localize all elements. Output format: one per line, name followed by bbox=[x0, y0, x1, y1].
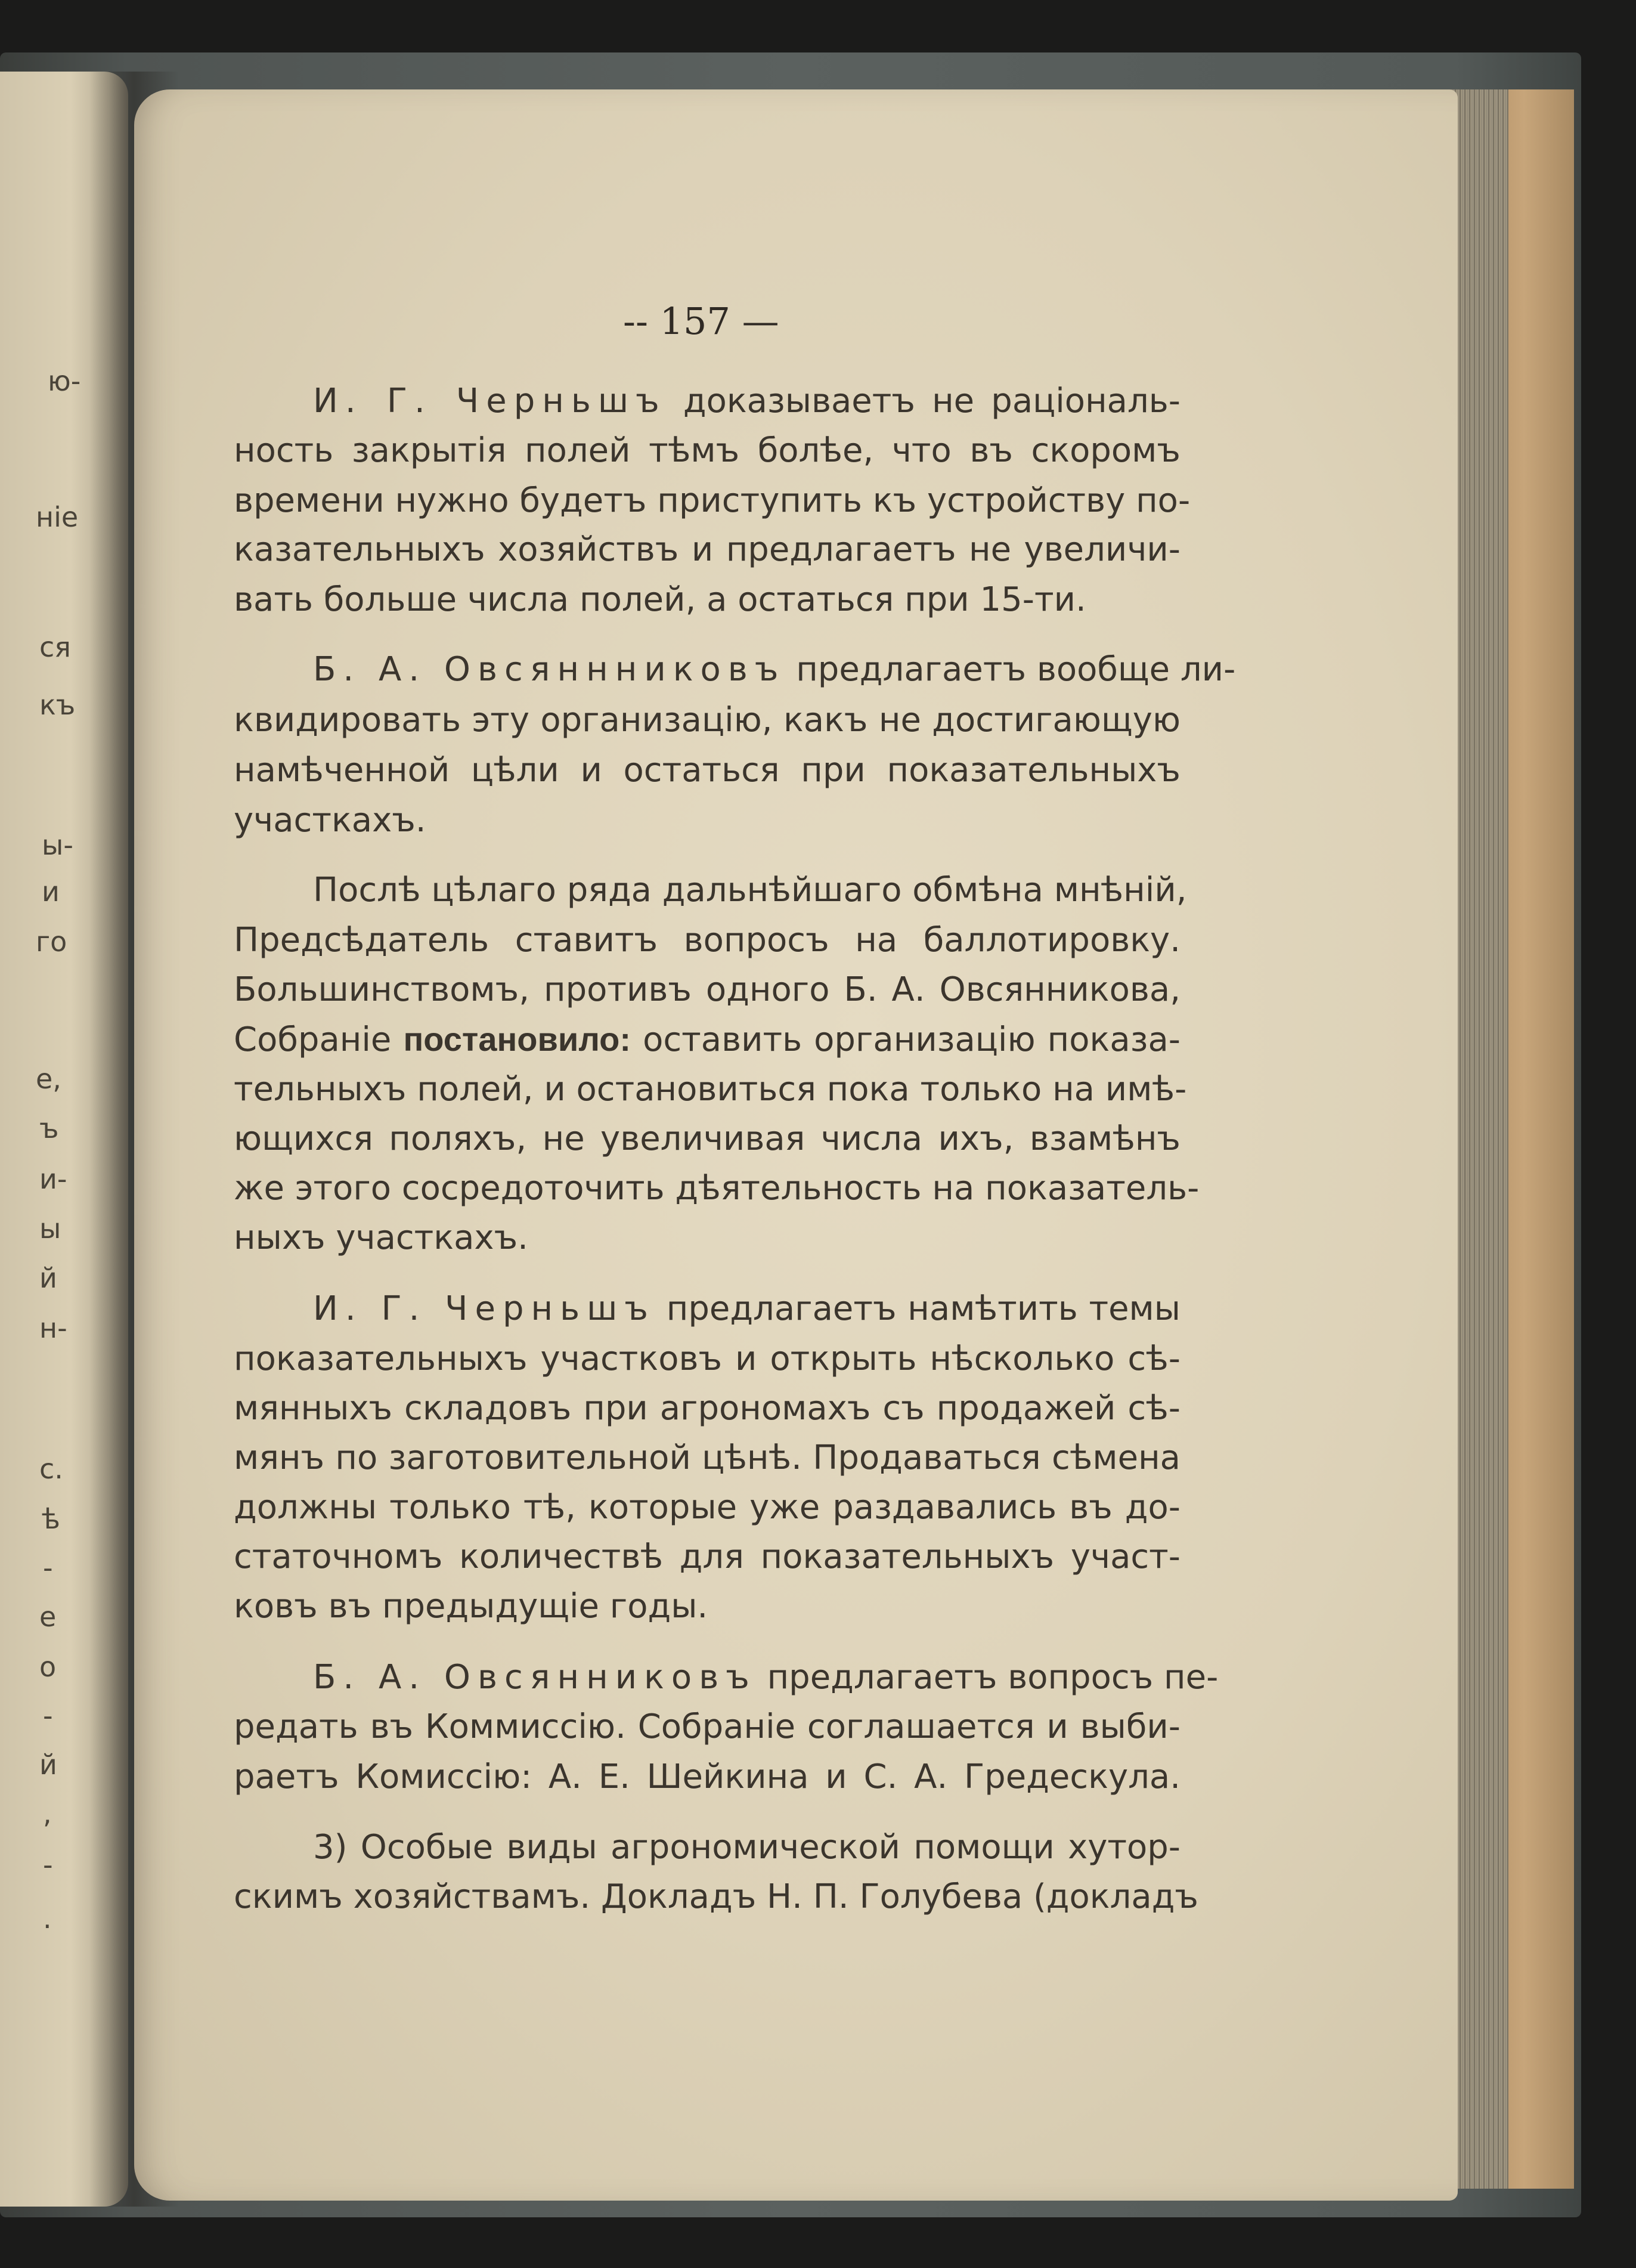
facing-page-fragment: ѣ bbox=[42, 1503, 60, 1535]
speaker-name: Б. А. Овсяннниковъ bbox=[313, 650, 786, 689]
text-line: времени нужно будетъ приступить къ устройству по- bbox=[234, 481, 1191, 520]
facing-page-fragment: и- bbox=[39, 1163, 67, 1195]
text-line: мянъ по заготовительной цѣнѣ. Продаваться сѣмена bbox=[234, 1438, 1180, 1477]
text-line: Собраніе постановило: оставить организацію показа- bbox=[234, 1020, 1180, 1059]
facing-page-fragment: ся bbox=[39, 631, 71, 663]
facing-page-fragment: къ bbox=[39, 689, 76, 721]
text-line: И. Г. Черньшъ доказываетъ не раціональ- bbox=[313, 382, 1181, 420]
text-line: Послѣ цѣлаго ряда дальнѣйшаго обмѣна мнѣній, bbox=[313, 871, 1187, 909]
facing-page-fragment: н- bbox=[39, 1312, 67, 1344]
text-line: ныхъ участкахъ. bbox=[234, 1218, 528, 1257]
text-line: статочномъ количествѣ для показательныхъ участ- bbox=[234, 1537, 1180, 1576]
facing-page-fragment: й bbox=[39, 1749, 57, 1781]
text-line: Большинствомъ, противъ одного Б. А. Овсянникова, bbox=[234, 970, 1180, 1009]
facing-page-fragment: , bbox=[43, 1797, 52, 1830]
speaker-name: Б. А. Овсянниковъ bbox=[313, 1658, 757, 1697]
facing-page-fragment: о bbox=[39, 1651, 57, 1683]
facing-page-fragment: е bbox=[39, 1601, 57, 1633]
text-line: участкахъ. bbox=[234, 801, 426, 840]
facing-page-fragment: ы- bbox=[42, 829, 73, 861]
text-line: ковъ въ предыдущіе годы. bbox=[234, 1587, 708, 1626]
facing-page-fragment: ю- bbox=[48, 365, 81, 397]
text-line: ющихся поляхъ, не увеличивая числа ихъ, взамѣнъ bbox=[234, 1119, 1180, 1158]
facing-page-fragment: и bbox=[42, 875, 60, 908]
text-line: Б. А. Овсянниковъ предлагаетъ вопросъ пе- bbox=[313, 1658, 1219, 1697]
text-line: мянныхъ складовъ при агрономахъ съ продажей сѣ- bbox=[234, 1389, 1180, 1428]
text-line: раетъ Комиссію: А. Е. Шейкина и С. А. Гредескула. bbox=[234, 1758, 1180, 1796]
facing-page-fragment: - bbox=[43, 1849, 53, 1881]
text-line: должны только тѣ, которые уже раздавались въ до- bbox=[234, 1488, 1180, 1527]
facing-page-fragment: е, bbox=[36, 1063, 61, 1095]
facing-page-fragment: ніе bbox=[36, 501, 79, 533]
text-line: показательныхъ участковъ и открыть нѣсколько сѣ- bbox=[234, 1339, 1180, 1378]
text-line: Предсѣдатель ставитъ вопросъ на баллотировку. bbox=[234, 921, 1180, 960]
resolution-word: постановило: bbox=[403, 1020, 631, 1058]
facing-page-fragment: . bbox=[43, 1902, 52, 1935]
text-line: тельныхъ полей, и остановиться пока только на имѣ- bbox=[234, 1070, 1187, 1109]
text-line: скимъ хозяйствамъ. Докладъ Н. П. Голубева (докладъ bbox=[234, 1877, 1198, 1916]
text-line: же этого сосредоточить дѣятельность на показатель- bbox=[234, 1169, 1200, 1208]
text-line: ность закрытія полей тѣмъ болѣе, что въ скоромъ bbox=[234, 431, 1180, 470]
facing-page-fragment: й bbox=[39, 1262, 57, 1294]
text-line: И. Г. Черньшъ предлагаетъ намѣтить темы bbox=[313, 1289, 1181, 1328]
facing-page-fragment: с. bbox=[39, 1453, 63, 1485]
facing-page-fragment: - bbox=[43, 1552, 53, 1584]
facing-page-fragment: - bbox=[43, 1700, 53, 1732]
speaker-name: И. Г. Черньшъ bbox=[313, 382, 667, 420]
text-line: Б. А. Овсяннниковъ предлагаетъ вообще ли- bbox=[313, 650, 1236, 689]
text-line: вать больше числа полей, а остаться при 15-ти. bbox=[234, 580, 1086, 619]
text-line: намѣченной цѣли и остаться при показательныхъ bbox=[234, 751, 1180, 790]
text-line: казательныхъ хозяйствъ и предлагаетъ не увеличи- bbox=[234, 530, 1180, 569]
facing-page-fragment: ы bbox=[39, 1212, 61, 1245]
text-line: редать въ Коммиссію. Собраніе соглашается и выби- bbox=[234, 1707, 1180, 1746]
page-number: -- 157 — bbox=[623, 299, 779, 343]
facing-page-fragment: ъ bbox=[39, 1112, 59, 1144]
facing-page-fragment: го bbox=[36, 926, 67, 958]
text-line: 3) Особые виды агрономической помощи хутор- bbox=[313, 1828, 1180, 1867]
text-line: квидировать эту организацію, какъ не достигающую bbox=[234, 701, 1180, 740]
speaker-name: И. Г. Черньшъ bbox=[313, 1289, 655, 1328]
